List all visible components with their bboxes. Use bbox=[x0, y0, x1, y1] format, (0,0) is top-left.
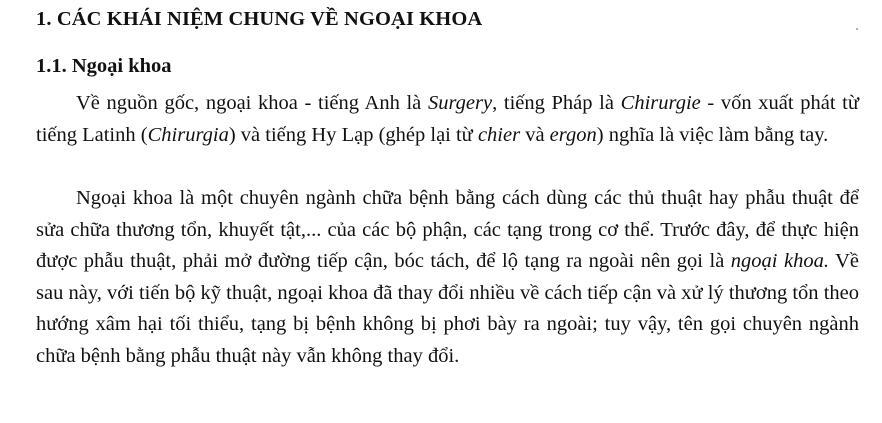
term-chirurgia: Chirurgia bbox=[147, 123, 229, 146]
paragraph-definition bbox=[36, 183, 859, 372]
text-run: và bbox=[520, 123, 550, 146]
text-run: , tiếng Pháp là bbox=[492, 92, 621, 114]
text-run: ) và tiếng Hy Lạp (ghép lại từ bbox=[228, 123, 478, 146]
subsection-title: Ngoại khoa bbox=[71, 55, 172, 77]
text-run: ) nghĩa là việc làm bằng tay. bbox=[596, 123, 829, 146]
scan-speck bbox=[856, 28, 858, 30]
text-run: Ngoại khoa là một chuyên ngành chữa bệnh bằng cách dùng các thủ thuật hay phẫu thuật để sửa chữa thương tổn, khuyết tật,... của các bộ phận, các tạng trong cơ thể. Trước đây, để thực hiện được phẫu thuật, phải mở đường tiếp cận, bóc tách, để lộ tạng ra ngoài nên gọi là bbox=[36, 187, 859, 272]
section-heading bbox=[36, 6, 482, 32]
subsection-heading bbox=[36, 53, 172, 79]
term-ngoai-khoa: ngoại khoa. bbox=[730, 250, 829, 272]
text-run: Về sau này, với tiến bộ kỹ thuật, ngoại khoa đã thay đổi nhiều về cách tiếp cận và xử lý thương tổn theo hướng xâm hại tối thiểu, tạng bị bệnh không bị phơi bày ra ngoài; tuy vậy, tên gọi chuyên ngành chữa bệnh bằng phẫu thuật này vẫn không thay đổi. bbox=[36, 250, 859, 367]
paragraph-origin bbox=[36, 88, 859, 151]
term-surgery: Surgery bbox=[427, 92, 493, 114]
text-run: - vốn xuất phát từ tiếng Latinh ( bbox=[36, 92, 859, 146]
section-title: CÁC KHÁI NIỆM CHUNG VỀ NGOẠI KHOA bbox=[56, 8, 483, 30]
term-ergon: ergon bbox=[549, 123, 597, 146]
subsection-number: 1.1. bbox=[36, 55, 67, 77]
term-chier: chier bbox=[477, 123, 521, 146]
section-number: 1. bbox=[36, 8, 52, 30]
term-chirurgie: Chirurgie bbox=[620, 92, 701, 114]
text-run: Về nguồn gốc, ngoại khoa - tiếng Anh là bbox=[76, 92, 428, 114]
